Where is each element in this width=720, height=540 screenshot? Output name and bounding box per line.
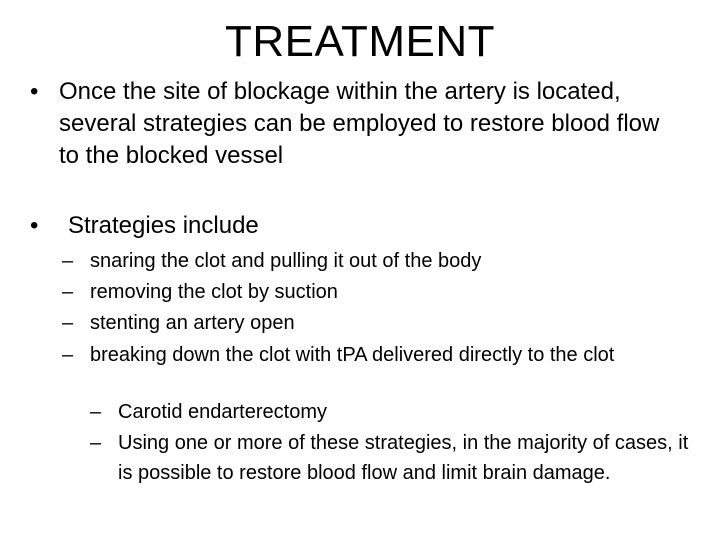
sub-bullet-marker: – bbox=[62, 250, 74, 272]
sub-bullet-text: removing the clot by suction bbox=[90, 281, 338, 303]
sub-bullet-text: Using one or more of these strategies, in the majority of cases, it is possible to restore blood flow and limit brain damage. bbox=[118, 432, 689, 484]
sub-bullet-marker: – bbox=[62, 344, 74, 366]
sub-bullet-text: stenting an artery open bbox=[90, 312, 295, 334]
bullet-marker: • bbox=[30, 212, 39, 239]
sub-bullet-text: Carotid endarterectomy bbox=[118, 401, 327, 423]
sub-bullet-marker: – bbox=[90, 401, 102, 423]
sub-bullet-marker: – bbox=[62, 281, 74, 303]
bullet-text: Strategies include bbox=[68, 212, 259, 239]
sub-bullet-text: breaking down the clot with tPA delivered directly to the clot bbox=[90, 344, 615, 366]
bullet-text: Once the site of blockage within the artery is located, several strategies can be employed to restore blood flow to the blocked vessel bbox=[59, 78, 660, 169]
bullet-marker: • bbox=[30, 78, 39, 105]
slide-title: TREATMENT bbox=[224, 17, 496, 66]
sub-bullet-text: snaring the clot and pulling it out of the body bbox=[90, 250, 482, 272]
sub-bullet-marker: – bbox=[90, 432, 102, 454]
sub-bullet-marker: – bbox=[62, 312, 74, 334]
